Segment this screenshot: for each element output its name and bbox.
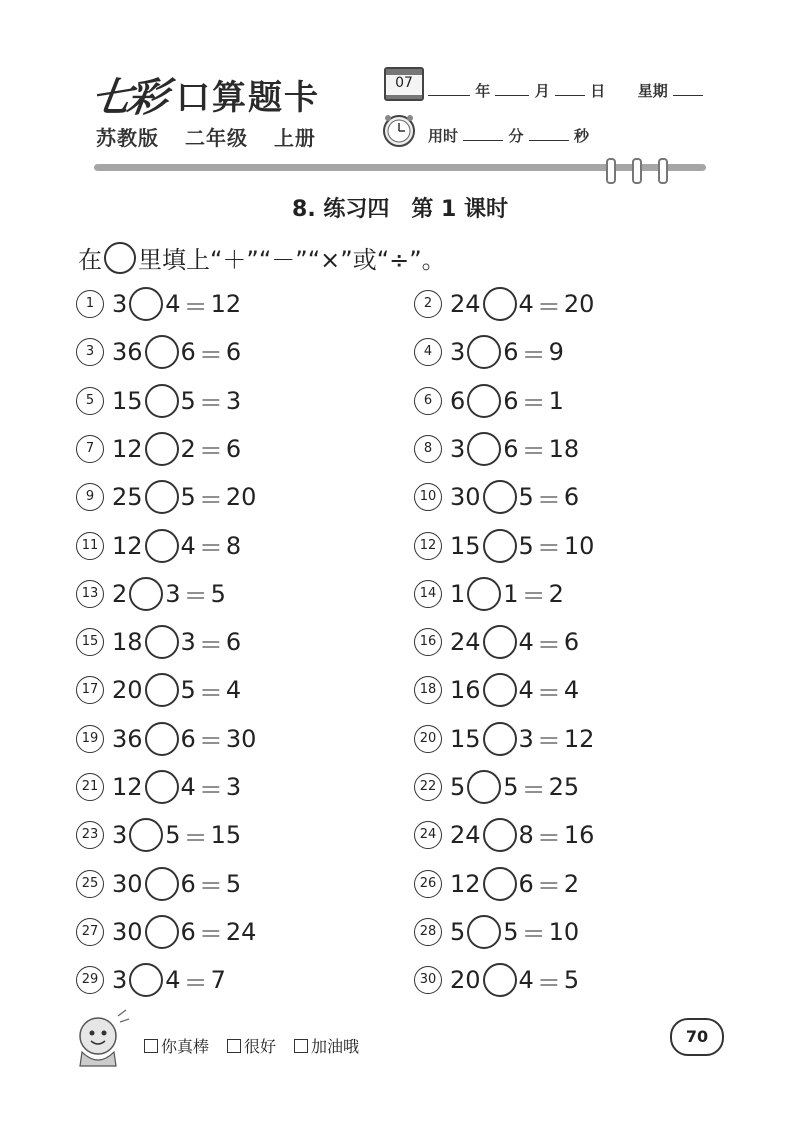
equals-sign: ＝ xyxy=(198,872,223,901)
operand-b: 3 xyxy=(180,628,196,657)
equals-sign: ＝ xyxy=(183,582,208,611)
operator-blank[interactable] xyxy=(145,480,179,514)
operand-b: 5 xyxy=(503,773,519,801)
problem-item xyxy=(76,767,241,807)
result-value: 24 xyxy=(225,917,257,946)
operand-b: 4 xyxy=(518,676,534,705)
equals-sign: ＝ xyxy=(536,485,561,514)
problem-row xyxy=(76,332,636,372)
result-value: 6 xyxy=(225,628,242,657)
operator-blank[interactable] xyxy=(145,529,179,563)
binder-ring xyxy=(658,158,668,184)
problem-number: 19 xyxy=(76,725,104,753)
equals-sign: ＝ xyxy=(536,678,561,707)
operator-blank[interactable] xyxy=(145,722,179,756)
problem-number: 29 xyxy=(76,966,104,994)
problem-row xyxy=(76,815,636,855)
equals-sign: ＝ xyxy=(198,920,223,949)
grade-label: 二年级 xyxy=(184,126,248,150)
result-value: 16 xyxy=(563,821,595,850)
operator-blank[interactable] xyxy=(483,529,517,563)
problem-row xyxy=(76,526,636,566)
equals-sign: ＝ xyxy=(198,775,223,804)
minute-label: 分 xyxy=(508,127,524,145)
result-value: 25 xyxy=(548,773,580,801)
equals-sign: ＝ xyxy=(536,630,561,659)
problem-item xyxy=(414,526,594,566)
operand-a: 12 xyxy=(112,773,143,801)
operand-a: 3 xyxy=(112,821,128,850)
result-value: 5 xyxy=(210,579,226,608)
problem-number: 30 xyxy=(414,966,442,994)
problem-row xyxy=(76,912,636,952)
operand-b: 6 xyxy=(180,869,196,898)
calendar-icon xyxy=(384,67,424,101)
operand-a: 25 xyxy=(112,483,143,512)
blank-circle-icon xyxy=(104,242,136,274)
result-value: 2 xyxy=(563,869,580,898)
problem-number: 16 xyxy=(414,628,442,656)
operator-blank[interactable] xyxy=(145,915,179,949)
operand-b: 5 xyxy=(518,483,534,512)
problem-number: 3 xyxy=(76,338,104,366)
operand-b: 3 xyxy=(165,579,181,608)
operator-blank[interactable] xyxy=(145,867,179,901)
problem-item xyxy=(414,719,594,759)
result-value: 10 xyxy=(548,917,580,946)
equals-sign: ＝ xyxy=(183,292,208,321)
operand-b: 4 xyxy=(518,290,534,318)
operator-blank[interactable] xyxy=(467,335,501,369)
operator-blank[interactable] xyxy=(483,480,517,514)
operand-a: 30 xyxy=(112,869,143,898)
problem-number: 10 xyxy=(414,483,442,511)
operand-a: 20 xyxy=(112,676,143,705)
equals-sign: ＝ xyxy=(198,534,223,562)
problem-number: 9 xyxy=(76,483,104,511)
operator-blank[interactable] xyxy=(145,770,179,804)
problem-item xyxy=(76,670,241,710)
problem-row xyxy=(76,429,636,469)
operand-a: 24 xyxy=(450,628,481,657)
equals-sign: ＝ xyxy=(521,920,546,949)
operand-b: 1 xyxy=(503,579,519,608)
problem-item xyxy=(414,864,579,904)
operand-a: 15 xyxy=(112,386,143,415)
operand-b: 4 xyxy=(165,290,181,318)
operand-b: 6 xyxy=(180,338,196,367)
problem-number: 8 xyxy=(414,435,442,463)
equals-sign: ＝ xyxy=(198,389,223,418)
problem-number: 6 xyxy=(414,387,442,415)
problem-number: 18 xyxy=(414,676,442,704)
operator-blank[interactable] xyxy=(467,432,501,466)
result-value: 7 xyxy=(210,966,226,995)
problem-number: 17 xyxy=(76,676,104,704)
problem-number: 5 xyxy=(76,387,104,415)
equals-sign: ＝ xyxy=(536,872,561,901)
alarm-clock-icon xyxy=(381,112,417,148)
problem-number: 4 xyxy=(414,338,442,366)
operand-a: 30 xyxy=(112,917,143,946)
equals-sign: ＝ xyxy=(198,630,223,659)
problem-number: 26 xyxy=(414,870,442,898)
problem-item xyxy=(414,477,579,517)
operand-b: 2 xyxy=(180,434,196,463)
equals-sign: ＝ xyxy=(521,775,546,804)
volume-label: 上册 xyxy=(273,126,316,150)
problem-item xyxy=(414,284,594,324)
operator-blank[interactable] xyxy=(129,577,163,611)
equals-sign: ＝ xyxy=(198,678,223,707)
operand-a: 1 xyxy=(450,579,466,608)
problem-item xyxy=(76,622,241,662)
operand-a: 16 xyxy=(450,676,481,705)
result-value: 15 xyxy=(210,821,242,850)
operand-a: 5 xyxy=(450,773,466,801)
operator-blank[interactable] xyxy=(145,335,179,369)
operand-a: 30 xyxy=(450,483,481,512)
problem-number: 23 xyxy=(76,821,104,849)
operator-blank[interactable] xyxy=(145,384,179,418)
problem-item xyxy=(76,912,256,952)
problem-row xyxy=(76,477,636,517)
result-value: 6 xyxy=(563,628,580,657)
book-info xyxy=(96,122,334,151)
problem-item xyxy=(414,815,594,855)
operand-b: 6 xyxy=(518,869,534,898)
equals-sign: ＝ xyxy=(536,292,561,321)
equals-sign: ＝ xyxy=(536,823,561,852)
operand-b: 5 xyxy=(180,386,196,415)
day-label: 日 xyxy=(590,82,606,100)
equals-sign: ＝ xyxy=(198,437,223,466)
result-value: 20 xyxy=(225,483,257,512)
operand-a: 24 xyxy=(450,821,481,850)
time-used-label: 用时 xyxy=(428,127,459,145)
problem-item xyxy=(414,912,579,952)
operand-a: 2 xyxy=(112,579,128,608)
problem-row xyxy=(76,622,636,662)
problem-item xyxy=(414,767,579,807)
month-label: 月 xyxy=(534,82,550,100)
equals-sign: ＝ xyxy=(521,389,546,418)
equals-sign: ＝ xyxy=(536,727,561,756)
problem-item xyxy=(76,477,256,517)
operand-a: 3 xyxy=(450,338,466,367)
operand-b: 4 xyxy=(518,628,534,657)
problem-item xyxy=(414,429,579,469)
problem-item xyxy=(414,381,564,421)
problem-item xyxy=(76,526,241,566)
binder-ring xyxy=(632,158,642,184)
problem-row xyxy=(76,719,636,759)
problem-number: 28 xyxy=(414,918,442,946)
operand-b: 5 xyxy=(518,531,534,560)
result-value: 2 xyxy=(548,579,564,608)
problem-number: 25 xyxy=(76,870,104,898)
operand-b: 6 xyxy=(180,724,196,753)
equals-sign: ＝ xyxy=(198,727,223,756)
operator-blank[interactable] xyxy=(483,625,517,659)
operand-a: 3 xyxy=(112,290,128,318)
result-value: 8 xyxy=(225,531,242,560)
brand-logo xyxy=(88,70,352,121)
operator-blank[interactable] xyxy=(483,818,517,852)
operand-a: 6 xyxy=(450,386,466,415)
operator-blank[interactable] xyxy=(483,673,517,707)
operand-b: 6 xyxy=(503,338,519,367)
instruction xyxy=(78,240,446,275)
operand-a: 5 xyxy=(450,917,466,946)
problem-row xyxy=(76,960,636,1000)
problem-item xyxy=(76,429,241,469)
problem-item xyxy=(414,622,579,662)
problem-number: 13 xyxy=(76,580,104,608)
equals-sign: ＝ xyxy=(536,534,561,562)
problem-number: 11 xyxy=(76,532,104,560)
binder-ring xyxy=(606,158,616,184)
problem-number: 20 xyxy=(414,725,442,753)
rating-option[interactable] xyxy=(294,1034,359,1057)
operand-b: 4 xyxy=(180,773,196,801)
operator-blank[interactable] xyxy=(467,770,501,804)
result-value: 6 xyxy=(225,338,242,367)
result-value: 1 xyxy=(548,386,564,415)
equals-sign: ＝ xyxy=(183,823,208,852)
operator-blank[interactable] xyxy=(467,577,501,611)
problem-number: 27 xyxy=(76,918,104,946)
rating-option[interactable] xyxy=(227,1034,276,1057)
logo-title: 口算题卡 xyxy=(176,78,320,118)
result-value: 9 xyxy=(548,338,564,367)
problem-item xyxy=(76,719,256,759)
problem-number: 15 xyxy=(76,628,104,656)
rating-label: 你真棒 xyxy=(161,1037,210,1056)
problem-item xyxy=(414,574,564,614)
result-value: 3 xyxy=(225,386,242,415)
operator-blank[interactable] xyxy=(129,287,163,321)
problem-item xyxy=(76,574,226,614)
equals-sign: ＝ xyxy=(183,968,208,997)
result-value: 3 xyxy=(225,773,242,801)
equals-sign: ＝ xyxy=(198,340,223,369)
operand-b: 8 xyxy=(518,821,534,850)
rating-label: 很好 xyxy=(244,1037,277,1056)
second-label: 秒 xyxy=(573,127,589,145)
operand-a: 12 xyxy=(112,531,143,560)
problem-number: 21 xyxy=(76,773,104,801)
problem-row xyxy=(76,381,636,421)
operator-blank[interactable] xyxy=(467,915,501,949)
weekday-label: 星期 xyxy=(637,82,668,100)
operand-b: 4 xyxy=(165,966,181,995)
operand-b: 5 xyxy=(180,676,196,705)
equals-sign: ＝ xyxy=(521,582,546,611)
instruction-suffix: 里填上“＋”“－”“×”或“÷”。 xyxy=(138,246,446,274)
result-value: 6 xyxy=(563,483,580,512)
problem-item xyxy=(414,670,579,710)
operand-b: 4 xyxy=(518,966,534,995)
problem-item xyxy=(76,332,241,372)
operator-blank[interactable] xyxy=(145,432,179,466)
operand-a: 12 xyxy=(450,869,481,898)
problem-number: 24 xyxy=(414,821,442,849)
operand-a: 24 xyxy=(450,290,481,318)
self-rating xyxy=(144,1034,377,1057)
problem-number: 22 xyxy=(414,773,442,801)
mascot-illustration xyxy=(70,1008,132,1070)
lesson-title: 8. 练习四 第 1 课时 xyxy=(292,197,508,222)
problem-row xyxy=(76,767,636,807)
operand-b: 4 xyxy=(180,531,196,560)
problem-number: 14 xyxy=(414,580,442,608)
checkbox-icon[interactable] xyxy=(227,1039,241,1053)
problem-item xyxy=(414,332,564,372)
result-value: 18 xyxy=(548,434,580,463)
operand-a: 18 xyxy=(112,628,143,657)
checkbox-icon[interactable] xyxy=(144,1039,158,1053)
operator-blank[interactable] xyxy=(467,384,501,418)
rating-option[interactable] xyxy=(144,1034,209,1057)
problem-row xyxy=(76,284,636,324)
problem-item xyxy=(76,381,241,421)
logo-qicai: 七彩 xyxy=(88,74,167,121)
result-value: 6 xyxy=(225,434,242,463)
equals-sign: ＝ xyxy=(521,340,546,369)
result-value: 12 xyxy=(563,724,595,753)
date-fill-line xyxy=(428,80,703,101)
checkbox-icon[interactable] xyxy=(294,1039,308,1053)
operand-a: 20 xyxy=(450,966,481,995)
operator-blank[interactable] xyxy=(145,673,179,707)
operand-a: 3 xyxy=(450,434,466,463)
problem-row xyxy=(76,670,636,710)
operator-blank[interactable] xyxy=(483,867,517,901)
problem-number: 2 xyxy=(414,290,442,318)
problem-row xyxy=(76,864,636,904)
problem-item xyxy=(414,960,579,1000)
operator-blank[interactable] xyxy=(483,963,517,997)
operand-b: 6 xyxy=(503,386,519,415)
operand-a: 15 xyxy=(450,724,481,753)
edition-label: 苏教版 xyxy=(96,126,159,150)
operand-b: 3 xyxy=(518,724,534,753)
operand-b: 5 xyxy=(165,821,181,850)
problem-number: 1 xyxy=(76,290,104,318)
problem-number: 7 xyxy=(76,435,104,463)
operand-a: 36 xyxy=(112,338,143,367)
result-value: 4 xyxy=(563,676,580,705)
problem-number: 12 xyxy=(414,532,442,560)
equals-sign: ＝ xyxy=(521,437,546,466)
operator-blank[interactable] xyxy=(129,963,163,997)
instruction-prefix: 在 xyxy=(78,246,102,274)
problem-item xyxy=(76,815,241,855)
operand-a: 36 xyxy=(112,724,143,753)
result-value: 5 xyxy=(225,869,242,898)
result-value: 20 xyxy=(563,290,595,318)
problem-row xyxy=(76,574,636,614)
operator-blank[interactable] xyxy=(483,722,517,756)
operator-blank[interactable] xyxy=(483,287,517,321)
problem-item xyxy=(76,960,226,1000)
result-value: 10 xyxy=(563,531,595,560)
equals-sign: ＝ xyxy=(536,968,561,997)
calendar-day: 07 xyxy=(395,75,413,91)
result-value: 4 xyxy=(225,676,242,705)
operand-b: 6 xyxy=(503,434,519,463)
result-value: 5 xyxy=(563,966,580,995)
result-value: 12 xyxy=(210,290,242,318)
operand-b: 6 xyxy=(180,917,196,946)
operand-a: 12 xyxy=(112,434,143,463)
rating-label: 加油哦 xyxy=(311,1037,360,1056)
operand-a: 3 xyxy=(112,966,128,995)
year-label: 年 xyxy=(475,82,491,100)
operand-b: 5 xyxy=(503,917,519,946)
operator-blank[interactable] xyxy=(129,818,163,852)
operand-b: 5 xyxy=(180,483,196,512)
operand-a: 15 xyxy=(450,531,481,560)
page-number: 70 xyxy=(670,1018,724,1056)
equals-sign: ＝ xyxy=(198,485,223,514)
problem-item xyxy=(76,864,241,904)
result-value: 30 xyxy=(225,724,257,753)
operator-blank[interactable] xyxy=(145,625,179,659)
problem-item xyxy=(76,284,241,324)
time-fill-line xyxy=(428,125,589,146)
